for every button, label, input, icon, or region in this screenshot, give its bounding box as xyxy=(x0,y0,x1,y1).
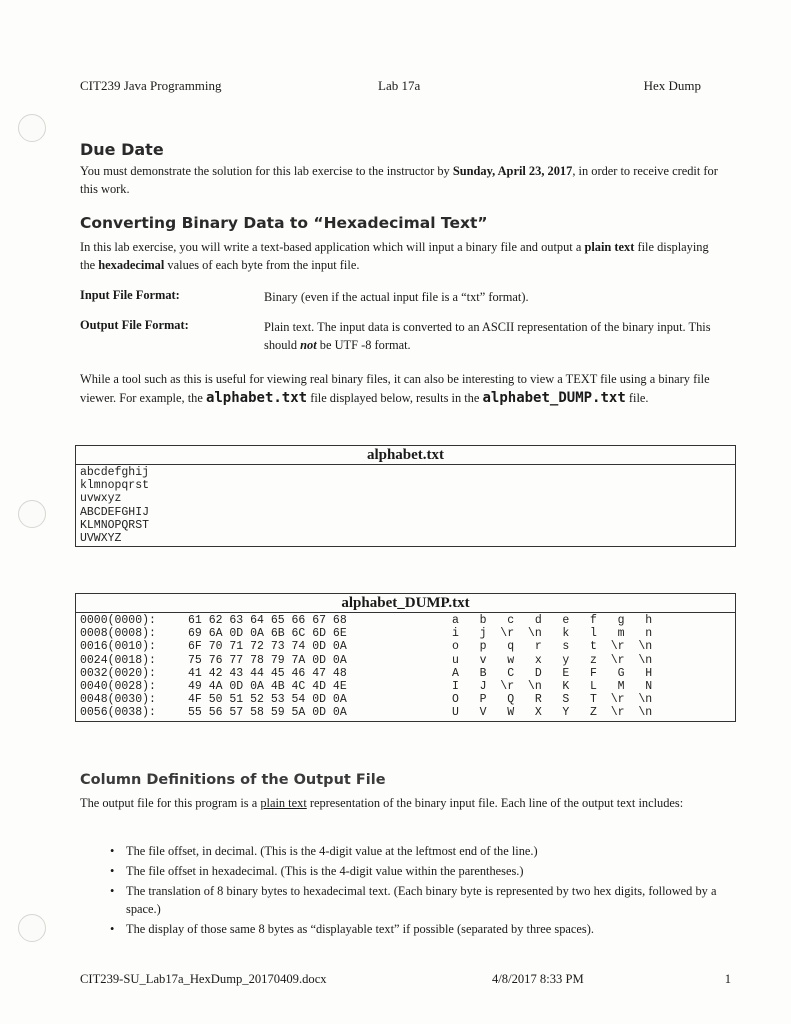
dump-row xyxy=(80,706,731,719)
list-item: • The file offset, in decimal. (This is the 4-digit value at the leftmost end of the line.) xyxy=(110,842,720,860)
dump-table-title: alphabet_DUMP.txt xyxy=(76,594,735,613)
columns-intro-1: The output file for this program is a xyxy=(80,796,261,810)
dump-hex: 55 56 57 58 59 5A 0D 0A xyxy=(188,706,347,720)
alphabet-table-body xyxy=(76,465,735,546)
dump-hex: 6F 70 71 72 73 74 0D 0A xyxy=(188,640,347,654)
output-format-text-1: Plain text. The input data is converted to an ASCII representation of the binary input. This should xyxy=(264,320,711,352)
dump-row xyxy=(80,627,731,640)
punch-hole xyxy=(18,114,46,142)
dump-offset: 0008(0008): xyxy=(80,627,156,641)
dump-row xyxy=(80,693,731,706)
column-definitions-list xyxy=(110,842,720,940)
converting-heading: Converting Binary Data to “Hexadecimal Text” xyxy=(80,214,488,232)
dump-text: A B C D E F G H xyxy=(452,666,653,680)
alphabet-table xyxy=(75,445,736,547)
output-format-emphasis: not xyxy=(300,338,317,352)
converting-text-3: values of each byte from the input file. xyxy=(164,258,360,272)
output-format-label: Output File Format: xyxy=(80,318,189,332)
header-topic: Hex Dump xyxy=(643,78,701,93)
due-date-heading: Due Date xyxy=(80,140,164,159)
dump-text: u v w x y z \r \n xyxy=(452,653,653,667)
alphabet-line: abcdefghij xyxy=(80,466,150,479)
dump-offset: 0024(0018): xyxy=(80,653,156,667)
dump-hex: 4F 50 51 52 53 54 0D 0A xyxy=(188,693,347,707)
columns-intro-2: representation of the binary input file. Each line of the output text includes: xyxy=(306,796,684,810)
viewer-text-3: file. xyxy=(625,391,649,405)
dump-text: o p q r s t \r \n xyxy=(452,640,653,654)
converting-bold-plain-text: plain text xyxy=(584,240,635,254)
list-item: • The translation of 8 binary bytes to hexadecimal text. (Each binary byte is represented by two hex digits, followed by a space.) xyxy=(110,882,720,918)
dump-text: i j \r \n k l m n xyxy=(452,627,653,641)
alphabet-line: uvwxyz xyxy=(80,492,122,506)
converting-text-1: In this lab exercise, you will write a text-based application which will input a binary file and output a xyxy=(80,240,585,254)
dump-text: U V W X Y Z \r \n xyxy=(452,706,653,720)
list-item: • The file offset in hexadecimal. (This is the 4-digit value within the parentheses.) xyxy=(110,862,720,880)
punch-hole xyxy=(18,500,46,528)
due-date-paragraph xyxy=(80,162,720,198)
dump-offset: 0016(0010): xyxy=(80,640,156,654)
dump-table xyxy=(75,593,736,722)
output-format-text-2: be UTF -8 format. xyxy=(316,338,411,352)
input-format-value: Binary (even if the actual input file is a “txt” format). xyxy=(264,290,529,304)
alphabet-line: KLMNOPQRST xyxy=(80,518,150,532)
due-text-after: , in order to receive credit for this work. xyxy=(80,164,718,196)
dump-text: O P Q R S T \r \n xyxy=(452,693,653,707)
due-text-before: You must demonstrate the solution for this lab exercise to the instructor by xyxy=(80,164,453,178)
dump-hex: 61 62 63 64 65 66 67 68 xyxy=(188,614,347,627)
dump-offset: 0040(0028): xyxy=(80,679,156,693)
footer-datetime: 4/8/2017 8:33 PM xyxy=(492,972,584,986)
viewer-file-alphabet: alphabet.txt xyxy=(205,390,308,406)
columns-intro-underlined: plain text xyxy=(260,796,307,810)
alphabet-line: klmnopqrst xyxy=(80,479,150,493)
viewer-file-dump: alphabet_DUMP.txt xyxy=(482,390,626,406)
converting-text-2: file displaying the xyxy=(80,240,709,272)
list-item: • The display of those same 8 bytes as “displayable text” if possible (separated by three spaces). xyxy=(110,920,720,938)
dump-hex: 41 42 43 44 45 46 47 48 xyxy=(188,666,347,680)
dump-hex: 69 6A 0D 0A 6B 6C 6D 6E xyxy=(188,627,347,641)
column-definitions-heading: Column Definitions of the Output File xyxy=(80,772,386,788)
alphabet-table-title: alphabet.txt xyxy=(76,446,735,465)
viewer-text-1: While a tool such as this is useful for viewing real binary files, it can also be interesting to view a TEXT file using a binary file viewer. For example, the xyxy=(80,372,710,405)
input-format-label: Input File Format: xyxy=(80,288,180,302)
header-lab: Lab 17a xyxy=(378,78,421,93)
dump-row xyxy=(80,680,731,693)
dump-offset: 0000(0000): xyxy=(80,614,156,627)
dump-row xyxy=(80,614,731,627)
punch-hole xyxy=(18,914,46,942)
alphabet-line: UVWXYZ xyxy=(80,531,122,545)
footer-page-number: 1 xyxy=(724,972,731,986)
dump-table-body xyxy=(76,613,735,721)
page-footer xyxy=(80,972,731,990)
dump-row xyxy=(80,640,731,653)
dump-row xyxy=(80,667,731,680)
output-format-value xyxy=(264,318,724,354)
viewer-paragraph xyxy=(80,370,720,408)
page-header xyxy=(80,78,711,96)
dump-text: a b c d e f g h xyxy=(452,614,653,627)
alphabet-line: ABCDEFGHIJ xyxy=(80,505,150,519)
footer-filename: CIT239-SU_Lab17a_HexDump_20170409.docx xyxy=(80,972,327,986)
dump-hex: 75 76 77 78 79 7A 0D 0A xyxy=(188,653,347,667)
column-definitions-intro xyxy=(80,794,720,812)
converting-paragraph xyxy=(80,238,720,274)
dump-offset: 0048(0030): xyxy=(80,693,156,707)
dump-offset: 0032(0020): xyxy=(80,666,156,680)
dump-hex: 49 4A 0D 0A 4B 4C 4D 4E xyxy=(188,679,347,693)
header-course: CIT239 Java Programming xyxy=(80,78,222,93)
viewer-text-2: file displayed below, results in the xyxy=(307,391,483,405)
converting-bold-hexadecimal: hexadecimal xyxy=(98,258,165,272)
dump-row xyxy=(80,654,731,667)
dump-text: I J \r \n K L M N xyxy=(452,679,653,693)
dump-offset: 0056(0038): xyxy=(80,706,156,720)
due-date-value: Sunday, April 23, 2017 xyxy=(452,164,573,178)
